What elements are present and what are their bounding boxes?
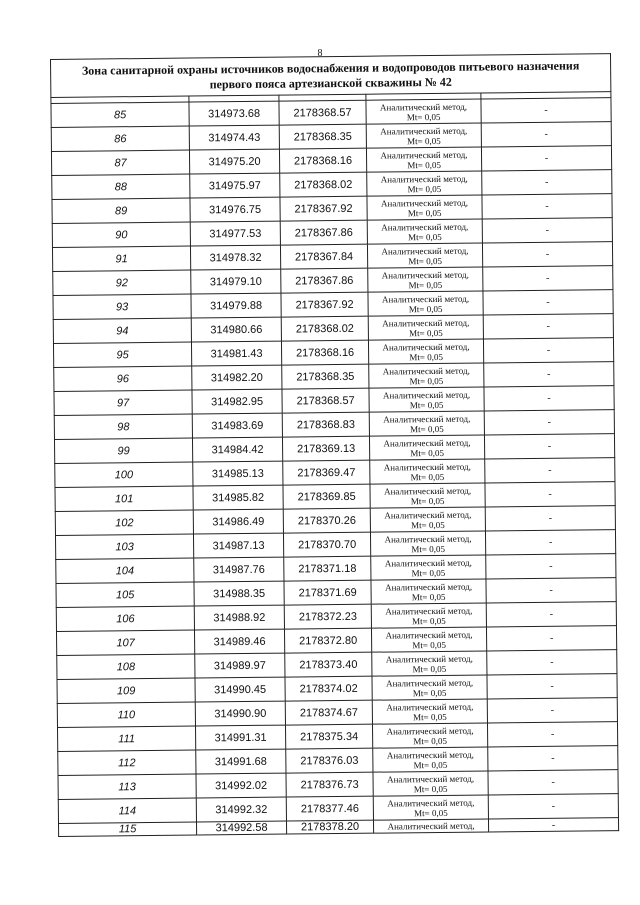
point-number-cell: 97 [54,390,192,415]
description-cell: - [488,770,618,795]
description-cell: - [486,554,616,579]
x-coordinate-cell: 314990.90 [195,701,285,726]
x-coordinate-cell: 314981.43 [191,341,281,366]
point-number-cell: 111 [58,726,196,751]
method-label: Аналитический метод, [382,365,470,377]
method-label: Аналитический метод, [381,245,469,257]
description-cell: - [482,194,612,219]
x-coordinate-cell: 314976.75 [190,197,280,222]
method-label: Аналитический метод, [380,197,469,209]
method-cell [373,795,488,820]
y-coordinate-cell: 2178367.86 [281,268,368,293]
point-number-cell: 92 [53,270,191,295]
y-coordinate-cell: 2178368.57 [279,100,366,125]
accuracy-label: Mt= 0,05 [407,183,442,194]
accuracy-label: Mt= 0,05 [410,423,444,434]
point-number-cell: 107 [56,630,194,655]
method-cell [372,723,487,748]
method-label: Аналитический метод, [380,173,468,185]
method-cell [367,219,482,244]
method-label: Аналитический метод, [385,629,473,641]
accuracy-label: Mt= 0,05 [411,567,446,578]
page-number: 8 [317,48,323,59]
point-number-cell: 106 [56,606,194,631]
y-coordinate-cell: 2178368.02 [281,316,368,341]
description-cell: - [483,314,613,339]
method-cell [367,195,482,220]
point-number-cell: 94 [53,318,191,343]
point-number-cell: 103 [55,534,193,559]
point-number-cell: 87 [51,150,189,175]
point-number-cell: 112 [58,750,196,775]
x-coordinate-cell: 314978.32 [190,245,280,270]
title-row [51,54,611,98]
point-number-cell: 99 [54,438,192,463]
method-cell [371,627,486,652]
y-coordinate-cell: 2178367.92 [280,196,367,221]
method-label: Аналитический метод, [384,581,473,593]
point-number-cell: 113 [58,774,196,799]
y-coordinate-cell: 2178369.13 [282,436,369,461]
y-coordinate-cell: 2178373.40 [285,652,372,677]
method-cell [367,171,482,196]
accuracy-label: Mt= 0,05 [408,303,443,314]
x-coordinate-cell: 314974.43 [189,125,279,150]
method-label: Аналитический метод, [386,725,474,737]
x-coordinate-cell: 314988.35 [194,581,284,606]
accuracy-label: Mt= 0,05 [406,111,441,122]
description-cell: - [483,338,613,363]
point-number-cell: 110 [57,702,195,727]
description-cell: - [484,386,614,411]
x-coordinate-cell: 314982.95 [192,389,282,414]
description-cell: - [482,170,612,195]
description-cell: - [486,602,616,627]
y-coordinate-cell: 2178374.67 [285,700,372,725]
method-cell [372,699,487,724]
method-cell [371,603,486,628]
point-number-cell: 96 [54,366,192,391]
method-cell [368,315,483,340]
method-cell [366,123,481,148]
x-coordinate-cell: 314992.32 [196,797,286,822]
accuracy-label: Mt= 0,05 [412,615,446,626]
method-cell [368,339,483,364]
method-cell [373,771,488,796]
method-label: Аналитический метод, [379,101,468,113]
point-number-cell: 101 [55,486,193,511]
description-cell: - [485,482,615,507]
method-label: Аналитический метод, [383,437,471,449]
x-coordinate-cell: 314989.97 [195,653,285,678]
x-coordinate-cell: 314984.42 [192,437,282,462]
x-coordinate-cell: 314979.88 [191,293,281,318]
method-cell [371,579,486,604]
point-number-cell: 89 [52,198,190,223]
y-coordinate-cell: 2178372.23 [284,604,371,629]
accuracy-label: Mt= 0,05 [407,135,441,146]
method-label: Аналитический метод, [387,797,475,809]
point-number-cell: 93 [53,294,191,319]
table-body [51,54,619,837]
point-number-cell: 85 [51,102,189,127]
point-number-cell: 98 [54,414,192,439]
accuracy-label: Mt= 0,05 [411,591,446,602]
x-coordinate-cell: 314975.20 [189,149,279,174]
x-coordinate-cell: 314980.66 [191,317,281,342]
method-label: Аналитический метод, [381,293,470,305]
x-coordinate-cell: 314975.97 [190,173,280,198]
y-coordinate-cell: 2178376.73 [286,772,373,797]
title-line-1: Зона санитарной охраны источников водоснабжения и водопроводов питьевого назначения [81,57,580,78]
x-coordinate-cell: 314987.13 [193,533,283,558]
method-label: Аналитический метод, [384,557,472,569]
method-cell [373,819,488,833]
method-cell [368,291,483,316]
x-coordinate-cell: 314977.53 [190,221,280,246]
method-label: Аналитический метод, [385,653,473,665]
accuracy-label: Mt= 0,05 [409,375,444,386]
method-cell [370,531,485,556]
y-coordinate-cell: 2178375.34 [285,724,372,749]
y-coordinate-cell: 2178368.16 [279,148,366,173]
method-cell [373,747,488,772]
description-cell: - [485,530,615,555]
method-cell [368,267,483,292]
accuracy-label: Mt= 0,05 [410,447,444,458]
accuracy-label: Mt= 0,05 [409,327,443,338]
method-label: Аналитический метод, [380,125,468,137]
method-label: Аналитический метод, [381,269,469,281]
method-cell [370,459,485,484]
x-coordinate-cell: 314979.10 [191,269,281,294]
accuracy-label: Mt= 0,05 [408,255,442,266]
point-number-cell: 91 [52,246,190,271]
accuracy-label: Mt= 0,05 [413,759,448,770]
method-label: Аналитический метод, [385,605,473,617]
y-coordinate-cell: 2178372.80 [284,628,371,653]
method-cell [370,507,485,532]
y-coordinate-cell: 2178378.20 [286,820,373,834]
description-cell: - [487,674,617,699]
point-number-cell: 115 [59,822,197,836]
x-coordinate-cell: 314985.82 [193,485,283,510]
x-coordinate-cell: 314991.68 [196,749,286,774]
description-cell: - [483,290,613,315]
y-coordinate-cell: 2178367.92 [281,292,368,317]
x-coordinate-cell: 314982.20 [192,365,282,390]
y-coordinate-cell: 2178369.47 [283,460,370,485]
point-number-cell: 114 [58,798,196,823]
description-cell: - [482,242,612,267]
x-coordinate-cell: 314973.68 [189,101,279,126]
table-title [51,54,611,98]
x-coordinate-cell: 314992.02 [196,773,286,798]
y-coordinate-cell: 2178370.70 [283,532,370,557]
y-coordinate-cell: 2178374.02 [285,676,372,701]
description-cell: - [487,650,617,675]
y-coordinate-cell: 2178367.84 [280,244,367,269]
description-cell: - [481,146,611,171]
method-cell [369,363,484,388]
description-cell: - [488,746,618,771]
y-coordinate-cell: 2178368.57 [282,388,369,413]
description-cell: - [486,578,616,603]
description-cell: - [483,266,613,291]
x-coordinate-cell: 314992.58 [196,821,286,835]
method-label: Аналитический метод, [382,341,470,353]
method-label: Аналитический метод, [384,509,472,521]
title-line-2: первого пояса артезианской скважины № 42 [209,74,452,91]
point-number-cell: 105 [56,582,194,607]
method-label: Аналитический метод, [383,413,471,425]
accuracy-label: Mt= 0,05 [413,735,448,746]
method-cell [367,243,482,268]
accuracy-label: Mt= 0,05 [407,207,442,218]
description-cell: - [485,458,615,483]
description-cell: - [484,410,614,435]
point-number-cell: 109 [57,678,195,703]
method-label: Аналитический метод, [382,389,471,401]
x-coordinate-cell: 314987.76 [194,557,284,582]
method-label: Аналитический метод, [384,533,472,545]
point-number-cell: 88 [52,174,190,199]
description-cell: - [481,122,611,147]
method-label: Аналитический метод, [386,773,475,785]
description-cell: - [485,506,615,531]
accuracy-label: Mt= 0,05 [414,807,448,818]
accuracy-label: Mt= 0,05 [410,495,445,506]
method-cell [372,675,487,700]
point-number-cell: 108 [57,654,195,679]
method-label: Аналитический метод, [381,221,469,233]
point-number-cell: 95 [53,342,191,367]
y-coordinate-cell: 2178367.86 [280,220,367,245]
description-cell: - [487,722,617,747]
y-coordinate-cell: 2178368.02 [280,172,367,197]
y-coordinate-cell: 2178368.83 [282,412,369,437]
x-coordinate-cell: 314989.46 [194,629,284,654]
y-coordinate-cell: 2178368.35 [282,364,369,389]
x-coordinate-cell: 314990.45 [195,677,285,702]
description-cell: - [484,434,614,459]
method-cell [372,651,487,676]
y-coordinate-cell: 2178370.26 [283,508,370,533]
accuracy-label: Mt= 0,05 [413,783,448,794]
y-coordinate-cell: 2178369.85 [283,484,370,509]
accuracy-label: Mt= 0,05 [412,663,447,674]
accuracy-label: Mt= 0,05 [410,471,445,482]
x-coordinate-cell: 314991.31 [195,725,285,750]
method-cell [369,411,484,436]
accuracy-label: Mt= 0,05 [408,279,443,290]
method-label: Аналитический метод, [382,317,470,329]
description-cell: - [481,98,611,123]
method-cell [371,555,486,580]
y-coordinate-cell: 2178368.16 [281,340,368,365]
accuracy-label: Mt= 0,05 [413,711,447,722]
method-label: Аналитический метод, [385,677,474,689]
method-label: Аналитический метод, [380,149,468,161]
description-cell: - [487,698,617,723]
accuracy-label: Mt= 0,05 [408,231,442,242]
point-number-cell: 86 [51,126,189,151]
x-coordinate-cell: 314985.13 [193,461,283,486]
y-coordinate-cell: 2178371.18 [284,556,371,581]
point-number-cell: 90 [52,222,190,247]
description-cell: - [486,626,616,651]
method-cell [366,147,481,172]
description-cell: - [488,794,618,819]
method-label: Аналитический метод, [386,749,474,761]
description-cell: - [482,218,612,243]
description-cell: - [484,362,614,387]
method-cell [369,435,484,460]
coordinates-table [50,53,619,837]
point-number-cell: 104 [56,558,194,583]
accuracy-label: Mt= 0,05 [412,687,447,698]
method-label: Аналитический метод, [383,485,472,497]
accuracy-label: Mt= 0,05 [409,351,443,362]
description-cell: - [488,818,618,832]
accuracy-label: Mt= 0,05 [409,399,444,410]
point-number-cell: 102 [55,510,193,535]
method-label: Аналитический метод, [387,820,475,832]
accuracy-label: Mt= 0,05 [412,639,447,650]
x-coordinate-cell: 314983.69 [192,413,282,438]
method-cell [366,99,481,124]
accuracy-label: Mt= 0,05 [411,519,445,530]
method-cell [369,387,484,412]
y-coordinate-cell: 2178371.69 [284,580,371,605]
y-coordinate-cell: 2178376.03 [286,748,373,773]
accuracy-label: Mt= 0,05 [411,543,445,554]
y-coordinate-cell: 2178368.35 [279,124,366,149]
y-coordinate-cell: 2178377.46 [286,796,373,821]
method-label: Аналитический метод, [383,461,471,473]
point-number-cell: 100 [55,462,193,487]
accuracy-label: Mt= 0,05 [407,159,441,170]
x-coordinate-cell: 314986.49 [193,509,283,534]
x-coordinate-cell: 314988.92 [194,605,284,630]
method-label: Аналитический метод, [386,701,474,713]
method-cell [370,483,485,508]
